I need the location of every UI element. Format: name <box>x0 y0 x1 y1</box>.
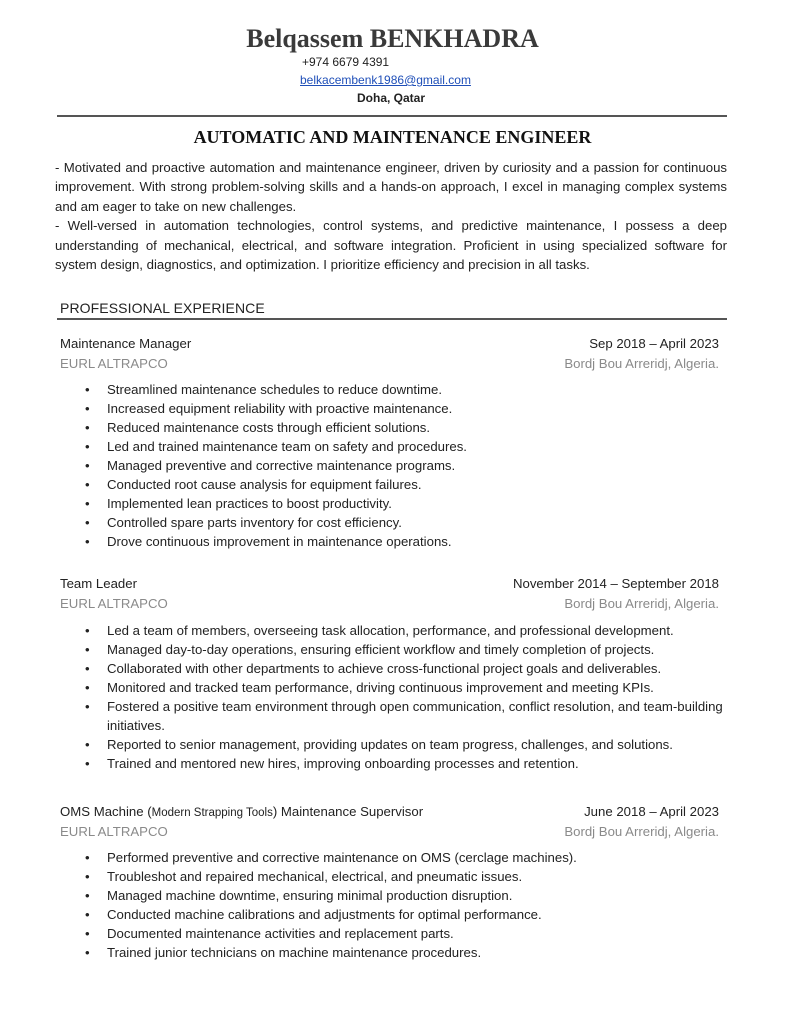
job-place: Bordj Bou Arreridj, Algeria. <box>564 596 719 611</box>
bullet-item <box>85 532 725 551</box>
bullet-icon: • <box>85 623 90 638</box>
job-header <box>60 804 719 824</box>
bullet-text: Led a team of members, overseeing task allocation, performance, and professional development. <box>107 623 674 638</box>
job-entry <box>60 336 719 376</box>
bullet-icon: • <box>85 458 90 473</box>
bullet-text: Managed day-to-day operations, ensuring efficient workflow and timely completion of projects. <box>107 642 655 657</box>
bullet-icon: • <box>85 420 90 435</box>
bullet-icon: • <box>85 401 90 416</box>
bullet-item <box>85 437 725 456</box>
bullet-text: Implemented lean practices to boost productivity. <box>107 496 392 511</box>
bullet-item <box>85 943 725 962</box>
bullet-icon: • <box>85 534 90 549</box>
bullet-item <box>85 886 725 905</box>
job-bullets <box>85 848 725 962</box>
job-place: Bordj Bou Arreridj, Algeria. <box>564 824 719 839</box>
bullet-icon: • <box>85 439 90 454</box>
bullet-text: Fostered a positive team environment through open communication, conflict resolution, and team-building initiatives. <box>107 699 723 733</box>
bullet-text: Controlled spare parts inventory for cost efficiency. <box>107 515 402 530</box>
job-role-parenthetical: Modern Strapping Tools <box>151 807 273 819</box>
bullet-item <box>85 867 725 886</box>
bullet-item <box>85 924 725 943</box>
bullet-text: Reported to senior management, providing updates on team progress, challenges, and solutions. <box>107 737 673 752</box>
job-company: EURL ALTRAPCO <box>60 596 168 611</box>
bullet-text: Monitored and tracked team performance, driving continuous improvement and meeting KPIs. <box>107 680 654 695</box>
job-role-prefix: OMS Machine ( <box>60 804 152 819</box>
job-entry <box>60 804 719 844</box>
bullet-item <box>85 735 725 754</box>
job-bullets <box>85 621 725 773</box>
professional-summary <box>55 158 727 274</box>
bullet-item <box>85 754 725 773</box>
bullet-text: Performed preventive and corrective maintenance on OMS (cerclage machines). <box>107 850 577 865</box>
bullet-icon: • <box>85 737 90 752</box>
bullet-item <box>85 640 725 659</box>
bullet-text: Troubleshot and repaired mechanical, electrical, and pneumatic issues. <box>107 869 523 884</box>
bullet-icon: • <box>85 756 90 771</box>
bullet-item <box>85 399 725 418</box>
job-subheader <box>60 596 719 616</box>
job-company: EURL ALTRAPCO <box>60 824 168 839</box>
bullet-text: Reduced maintenance costs through efficient solutions. <box>107 420 431 435</box>
bullet-icon: • <box>85 907 90 922</box>
bullet-text: Increased equipment reliability with proactive maintenance. <box>107 401 453 416</box>
bullet-icon: • <box>85 642 90 657</box>
bullet-text: Drove continuous improvement in maintenance operations. <box>107 534 452 549</box>
email-link[interactable]: belkacembenk1986@gmail.com <box>300 73 471 87</box>
job-dates: Sep 2018 – April 2023 <box>589 336 719 351</box>
job-company: EURL ALTRAPCO <box>60 356 168 371</box>
phone-number: +974 6679 4391 <box>302 55 390 69</box>
section-divider <box>57 318 727 320</box>
bullet-icon: • <box>85 699 90 714</box>
bullet-icon: • <box>85 888 90 903</box>
bullet-item <box>85 418 725 437</box>
job-dates: June 2018 – April 2023 <box>584 804 719 819</box>
section-heading-experience: PROFESSIONAL EXPERIENCE <box>60 300 265 316</box>
bullet-item <box>85 848 725 867</box>
bullet-icon: • <box>85 496 90 511</box>
bullet-text: Conducted root cause analysis for equipment failures. <box>107 477 422 492</box>
job-header <box>60 576 719 596</box>
location: Doha, Qatar <box>357 91 426 105</box>
bullet-icon: • <box>85 661 90 676</box>
bullet-icon: • <box>85 945 90 960</box>
bullet-text: Documented maintenance activities and replacement parts. <box>107 926 454 941</box>
bullet-icon: • <box>85 869 90 884</box>
job-role: Team Leader <box>60 576 137 591</box>
bullet-text: Conducted machine calibrations and adjustments for optimal performance. <box>107 907 542 922</box>
bullet-icon: • <box>85 926 90 941</box>
bullet-item <box>85 456 725 475</box>
bullet-item <box>85 475 725 494</box>
job-title: AUTOMATIC AND MAINTENANCE ENGINEER <box>193 127 592 147</box>
job-place: Bordj Bou Arreridj, Algeria. <box>564 356 719 371</box>
bullet-icon: • <box>85 680 90 695</box>
job-role: Maintenance Manager <box>60 336 192 351</box>
bullet-item <box>85 513 725 532</box>
job-role-suffix: ) Maintenance Supervisor <box>272 804 424 819</box>
job-role <box>60 804 423 824</box>
header-divider <box>57 115 727 117</box>
job-subheader <box>60 824 719 844</box>
job-header <box>60 336 719 356</box>
bullet-text: Collaborated with other departments to achieve cross-functional project goals and deliverables. <box>107 661 662 676</box>
bullet-icon: • <box>85 382 90 397</box>
bullet-item <box>85 905 725 924</box>
bullet-icon: • <box>85 515 90 530</box>
bullet-item <box>85 678 725 697</box>
bullet-item <box>85 494 725 513</box>
bullet-text: Streamlined maintenance schedules to reduce downtime. <box>107 382 443 397</box>
bullet-icon: • <box>85 850 90 865</box>
summary-paragraph: - Well-versed in automation technologies, control systems, and predictive maintenance, I possess a deep understanding of mechanical, electrical, and software integration. Proficient in using specialized software for system design, diagnostics, and optimization. I prioritize efficiency and precision in all tasks. <box>55 218 727 273</box>
bullet-item <box>85 697 725 735</box>
summary-paragraph: - Motivated and proactive automation and maintenance engineer, driven by curiosity and a passion for continuous improvement. With strong problem-solving skills and a hands-on approach, I excel in managing complex systems and am eager to take on new challenges. <box>55 160 727 214</box>
bullet-text: Trained and mentored new hires, improving onboarding processes and retention. <box>107 756 579 771</box>
bullet-icon: • <box>85 477 90 492</box>
job-dates: November 2014 – September 2018 <box>512 576 719 591</box>
job-bullets <box>85 380 725 551</box>
bullet-item <box>85 659 725 678</box>
bullet-text: Led and trained maintenance team on safety and procedures. <box>107 439 467 454</box>
job-subheader <box>60 356 719 376</box>
bullet-text: Managed preventive and corrective maintenance programs. <box>107 458 456 473</box>
job-entry <box>60 576 719 616</box>
candidate-name: Belqassem BENKHADRA <box>246 24 539 53</box>
bullet-item <box>85 380 725 399</box>
bullet-text: Trained junior technicians on machine maintenance procedures. <box>107 945 482 960</box>
bullet-item <box>85 621 725 640</box>
bullet-text: Managed machine downtime, ensuring minimal production disruption. <box>107 888 513 903</box>
